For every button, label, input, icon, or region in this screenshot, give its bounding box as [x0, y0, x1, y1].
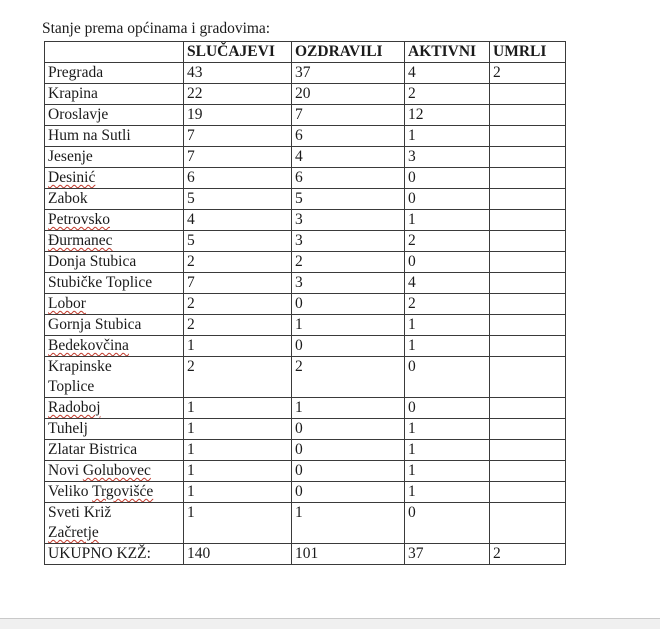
table-row: [45, 189, 566, 210]
cell-ozdravili: 3: [292, 231, 405, 252]
cell-aktivni: 2: [405, 84, 490, 105]
misspelled-word: Petrovsko: [48, 211, 110, 228]
table-header-row: [45, 42, 566, 63]
table-row: [45, 105, 566, 126]
misspelled-word: Desinić: [48, 169, 96, 186]
municipality-text: Zabok: [48, 190, 88, 207]
misspelled-word: Radoboj: [48, 399, 101, 416]
misspelled-word: Golubovec: [82, 462, 151, 479]
table-row: [45, 503, 566, 544]
cell-municipality: [45, 503, 184, 544]
cell-slucajevi: 7: [184, 147, 292, 168]
cell-municipality: [45, 461, 184, 482]
cell-umrli: [490, 294, 566, 315]
cell-municipality: [45, 294, 184, 315]
cell-municipality: [45, 315, 184, 336]
cell-aktivni: 3: [405, 147, 490, 168]
cell-umrli: [490, 126, 566, 147]
cell-slucajevi: 5: [184, 189, 292, 210]
municipality-text: Oroslavje: [48, 106, 109, 123]
table-row: [45, 210, 566, 231]
cell-municipality: [45, 126, 184, 147]
bottom-chrome-bar: [0, 618, 660, 629]
cell-municipality: [45, 105, 184, 126]
table-row: [45, 168, 566, 189]
cell-ozdravili: 6: [292, 168, 405, 189]
cell-aktivni: 37: [405, 544, 490, 565]
municipality-text: Gornja Stubica: [48, 316, 142, 333]
municipality-text: Toplice: [48, 378, 95, 395]
column-header: [45, 42, 184, 63]
cell-umrli: [490, 419, 566, 440]
table-row: [45, 84, 566, 105]
cell-slucajevi: 1: [184, 419, 292, 440]
municipality-text: Krapina: [48, 85, 98, 102]
table-row: [45, 461, 566, 482]
cell-slucajevi: 1: [184, 336, 292, 357]
cell-aktivni: 2: [405, 294, 490, 315]
cell-ozdravili: 6: [292, 126, 405, 147]
cell-aktivni: 0: [405, 252, 490, 273]
cell-ozdravili: 5: [292, 189, 405, 210]
document-title: Stanje prema općinama i gradovima:: [42, 19, 271, 37]
cell-umrli: [490, 189, 566, 210]
cell-slucajevi: 1: [184, 398, 292, 419]
municipality-text: Veliko: [48, 483, 93, 500]
misspelled-word: Začretje: [48, 524, 99, 541]
table-row: [45, 63, 566, 84]
cell-municipality: [45, 440, 184, 461]
misspelled-word: Đurmanec: [48, 232, 113, 249]
cell-municipality: [45, 336, 184, 357]
cell-umrli: [490, 336, 566, 357]
cell-slucajevi: 2: [184, 357, 292, 398]
cell-aktivni: 0: [405, 357, 490, 398]
cell-umrli: [490, 252, 566, 273]
cell-slucajevi: 2: [184, 294, 292, 315]
cell-ozdravili: 0: [292, 419, 405, 440]
cell-slucajevi: 140: [184, 544, 292, 565]
cell-umrli: [490, 147, 566, 168]
cell-aktivni: 1: [405, 336, 490, 357]
cell-municipality: [45, 482, 184, 503]
cell-ozdravili: 3: [292, 273, 405, 294]
cell-umrli: [490, 482, 566, 503]
cell-ozdravili: 2: [292, 252, 405, 273]
cell-slucajevi: 22: [184, 84, 292, 105]
cell-umrli: [490, 273, 566, 294]
table-row: [45, 440, 566, 461]
column-header: UMRLI: [490, 42, 566, 63]
cell-slucajevi: 4: [184, 210, 292, 231]
cell-ozdravili: 7: [292, 105, 405, 126]
municipality-text: UKUPNO KZŽ:: [48, 545, 151, 562]
municipality-text: Novi: [48, 462, 83, 479]
table-row: [45, 126, 566, 147]
cell-aktivni: 1: [405, 440, 490, 461]
cell-ozdravili: 101: [292, 544, 405, 565]
cell-slucajevi: 1: [184, 440, 292, 461]
table-row: [45, 273, 566, 294]
cell-aktivni: 1: [405, 419, 490, 440]
cell-aktivni: 0: [405, 398, 490, 419]
table-row: [45, 419, 566, 440]
cell-municipality: [45, 210, 184, 231]
cell-municipality: [45, 544, 184, 565]
cell-ozdravili: 0: [292, 440, 405, 461]
cell-ozdravili: 0: [292, 461, 405, 482]
cell-ozdravili: 1: [292, 315, 405, 336]
cell-municipality: [45, 252, 184, 273]
cell-umrli: [490, 210, 566, 231]
cell-municipality: [45, 147, 184, 168]
cell-ozdravili: 0: [292, 294, 405, 315]
cell-umrli: [490, 105, 566, 126]
cell-ozdravili: 20: [292, 84, 405, 105]
municipality-text: Pregrada: [48, 64, 104, 81]
cell-umrli: [490, 84, 566, 105]
cell-slucajevi: 2: [184, 252, 292, 273]
municipality-text: Donja Stubica: [48, 253, 137, 270]
municipality-text: Krapinske: [48, 358, 112, 375]
misspelled-word: Bedekovčina: [48, 337, 129, 354]
cell-municipality: [45, 63, 184, 84]
cell-umrli: [490, 231, 566, 252]
cell-umrli: [490, 461, 566, 482]
cell-umrli: 2: [490, 63, 566, 84]
cell-ozdravili: 2: [292, 357, 405, 398]
cell-slucajevi: 6: [184, 168, 292, 189]
table-row: [45, 336, 566, 357]
municipality-text: Zlatar Bistrica: [48, 441, 138, 458]
cell-slucajevi: 5: [184, 231, 292, 252]
table-row: [45, 398, 566, 419]
cell-aktivni: 4: [405, 273, 490, 294]
cell-umrli: [490, 357, 566, 398]
table-row: [45, 231, 566, 252]
cell-umrli: [490, 168, 566, 189]
cell-umrli: [490, 398, 566, 419]
cell-municipality: [45, 168, 184, 189]
cell-aktivni: 1: [405, 482, 490, 503]
municipality-stats-table: [44, 41, 566, 565]
cell-umrli: [490, 440, 566, 461]
misspelled-word: Trgovišće: [92, 483, 154, 500]
column-header: SLUČAJEVI: [184, 42, 292, 63]
cell-municipality: [45, 84, 184, 105]
table-row: [45, 315, 566, 336]
cell-municipality: [45, 273, 184, 294]
cell-ozdravili: 1: [292, 398, 405, 419]
cell-aktivni: 0: [405, 503, 490, 544]
table-row: [45, 147, 566, 168]
column-header: OZDRAVILI: [292, 42, 405, 63]
cell-slucajevi: 19: [184, 105, 292, 126]
cell-aktivni: 4: [405, 63, 490, 84]
cell-ozdravili: 37: [292, 63, 405, 84]
cell-municipality: [45, 357, 184, 398]
table-row: [45, 482, 566, 503]
municipality-text: Stubičke Toplice: [48, 274, 153, 291]
municipality-text: Jesenje: [48, 148, 93, 165]
cell-aktivni: 2: [405, 231, 490, 252]
municipality-text: Sveti Križ: [48, 504, 112, 521]
cell-aktivni: 1: [405, 210, 490, 231]
cell-slucajevi: 1: [184, 461, 292, 482]
column-header: AKTIVNI: [405, 42, 490, 63]
table-body: [45, 63, 566, 565]
cell-aktivni: 1: [405, 461, 490, 482]
municipality-text: Hum na Sutli: [48, 127, 131, 144]
cell-aktivni: 0: [405, 168, 490, 189]
cell-umrli: 2: [490, 544, 566, 565]
cell-slucajevi: 2: [184, 315, 292, 336]
cell-slucajevi: 7: [184, 273, 292, 294]
cell-ozdravili: 3: [292, 210, 405, 231]
cell-aktivni: 1: [405, 315, 490, 336]
cell-municipality: [45, 419, 184, 440]
cell-slucajevi: 1: [184, 482, 292, 503]
cell-slucajevi: 7: [184, 126, 292, 147]
cell-aktivni: 0: [405, 189, 490, 210]
cell-municipality: [45, 189, 184, 210]
cell-slucajevi: 1: [184, 503, 292, 544]
cell-aktivni: 12: [405, 105, 490, 126]
cell-ozdravili: 4: [292, 147, 405, 168]
table-row: [45, 357, 566, 398]
cell-ozdravili: 0: [292, 482, 405, 503]
cell-umrli: [490, 315, 566, 336]
cell-ozdravili: 1: [292, 503, 405, 544]
cell-slucajevi: 43: [184, 63, 292, 84]
cell-municipality: [45, 398, 184, 419]
table-row: [45, 252, 566, 273]
cell-ozdravili: 0: [292, 336, 405, 357]
municipality-text: Tuhelj: [48, 420, 88, 437]
cell-municipality: [45, 231, 184, 252]
table-row: [45, 294, 566, 315]
misspelled-word: Lobor: [48, 295, 86, 312]
cell-aktivni: 1: [405, 126, 490, 147]
cell-umrli: [490, 503, 566, 544]
table-row: [45, 544, 566, 565]
